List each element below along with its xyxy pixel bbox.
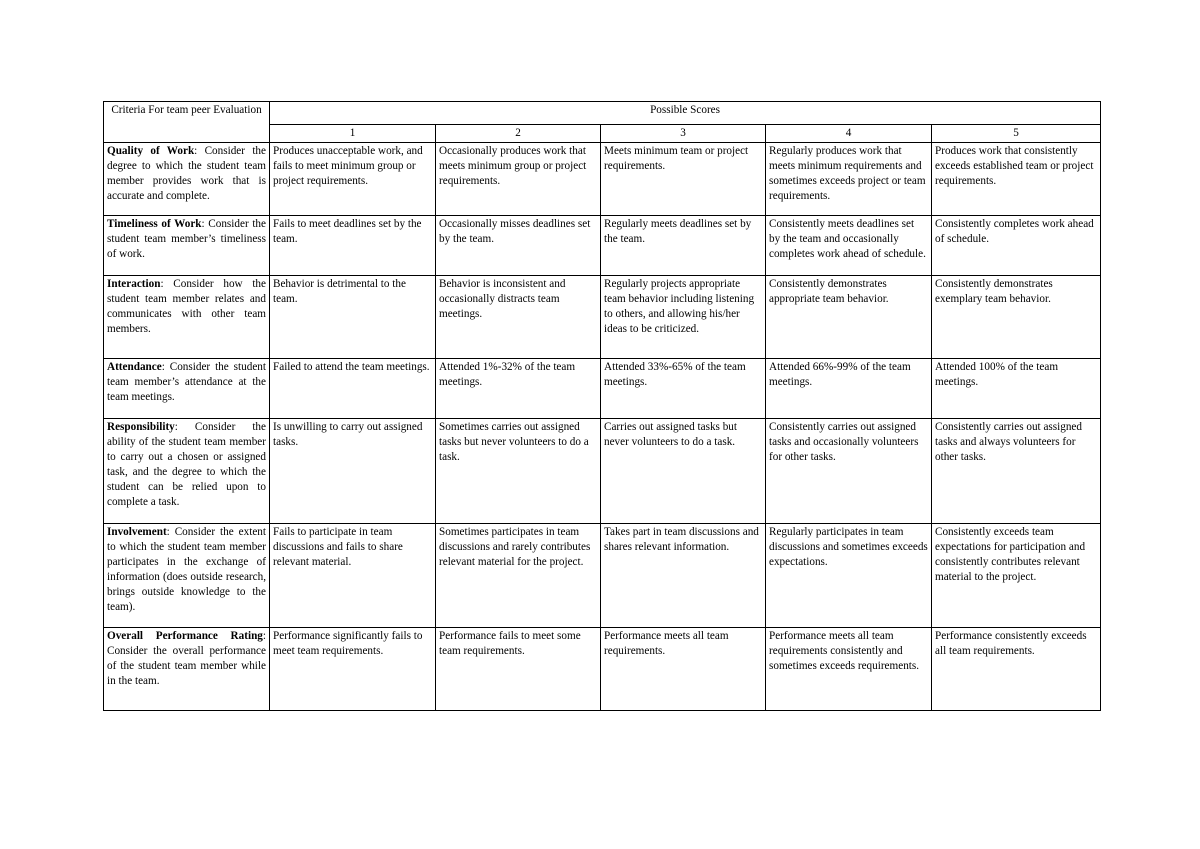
score-cell: Consistently carries out assigned tasks and always volunteers for other tasks. [932,419,1101,524]
criterion-description: : Consider the degree to which the student team member provides work that is accurate and complete. [107,145,266,202]
score-cell: Occasionally produces work that meets minimum group or project requirements. [436,143,601,216]
score-level-header: 3 [601,125,766,143]
score-cell: Attended 100% of the team meetings. [932,359,1101,419]
criterion-label: Quality of Work [107,145,195,157]
score-cell: Consistently meets deadlines set by the team and occasionally completes work ahead of schedule. [766,216,932,276]
criterion-label: Timeliness of Work [107,218,202,230]
criterion-label: Interaction [107,278,161,290]
criterion-row [104,359,1101,419]
score-cell: Consistently carries out assigned tasks and occasionally volunteers for other tasks. [766,419,932,524]
score-cell: Regularly participates in team discussions and sometimes exceeds expectations. [766,524,932,628]
score-cell: Fails to meet deadlines set by the team. [270,216,436,276]
score-cell: Performance meets all team requirements consistently and sometimes exceeds requirements. [766,628,932,711]
criterion-description: : Consider the student team member’s timeliness of work. [107,218,266,260]
criterion-row [104,216,1101,276]
score-cell: Performance significantly fails to meet team requirements. [270,628,436,711]
score-cell: Sometimes carries out assigned tasks but never volunteers to do a task. [436,419,601,524]
criteria-column-header: Criteria For team peer Evaluation [104,102,270,143]
criterion-cell [104,524,270,628]
criterion-cell [104,628,270,711]
header-row [104,102,1101,125]
score-level-header: 2 [436,125,601,143]
score-cell: Takes part in team discussions and shares relevant information. [601,524,766,628]
score-cell: Regularly projects appropriate team behavior including listening to others, and allowing his/her ideas to be criticized. [601,276,766,359]
criterion-row [104,276,1101,359]
criterion-cell [104,359,270,419]
score-cell: Consistently completes work ahead of schedule. [932,216,1101,276]
criterion-label: Involvement [107,526,167,538]
criterion-cell [104,276,270,359]
score-level-header: 5 [932,125,1101,143]
score-cell: Consistently demonstrates exemplary team behavior. [932,276,1101,359]
criterion-cell [104,216,270,276]
score-cell: Regularly meets deadlines set by the team. [601,216,766,276]
score-cell: Sometimes participates in team discussions and rarely contributes relevant material for the project. [436,524,601,628]
score-cell: Occasionally misses deadlines set by the team. [436,216,601,276]
score-cell: Performance fails to meet some team requirements. [436,628,601,711]
criterion-row [104,143,1101,216]
score-cell: Behavior is detrimental to the team. [270,276,436,359]
score-cell: Produces unacceptable work, and fails to meet minimum group or project requirements. [270,143,436,216]
score-cell: Regularly produces work that meets minimum requirements and sometimes exceeds project or team requirements. [766,143,932,216]
criterion-description: : Consider the student team member’s attendance at the team meetings. [107,361,266,403]
score-cell: Carries out assigned tasks but never volunteers to do a task. [601,419,766,524]
score-cell: Performance meets all team requirements. [601,628,766,711]
peer-evaluation-rubric-table [103,101,1101,711]
criterion-description: : Consider the overall performance of the student team member while in the team. [107,630,266,687]
criterion-label: Responsibility [107,421,175,433]
score-cell: Attended 1%-32% of the team meetings. [436,359,601,419]
score-cell: Failed to attend the team meetings. [270,359,436,419]
criterion-description: : Consider the ability of the student team member to carry out a chosen or assigned task, and the degree to which the student can be relied upon to complete a task. [107,421,266,508]
possible-scores-header: Possible Scores [270,102,1101,125]
score-cell: Fails to participate in team discussions and fails to share relevant material. [270,524,436,628]
score-level-header: 4 [766,125,932,143]
score-cell: Consistently demonstrates appropriate team behavior. [766,276,932,359]
criterion-description: : Consider how the student team member relates and communicates with other team members. [107,278,266,335]
score-cell: Consistently exceeds team expectations for participation and consistently contributes relevant material to the project. [932,524,1101,628]
score-level-header: 1 [270,125,436,143]
score-cell: Produces work that consistently exceeds established team or project requirements. [932,143,1101,216]
criterion-row [104,628,1101,711]
criterion-row [104,419,1101,524]
score-cell: Attended 66%-99% of the team meetings. [766,359,932,419]
score-cell: Performance consistently exceeds all team requirements. [932,628,1101,711]
score-cell: Behavior is inconsistent and occasionally distracts team meetings. [436,276,601,359]
criterion-cell [104,143,270,216]
criterion-row [104,524,1101,628]
score-cell: Is unwilling to carry out assigned tasks. [270,419,436,524]
criterion-label: Overall Performance Rating [107,630,263,642]
score-cell: Attended 33%-65% of the team meetings. [601,359,766,419]
criterion-description: : Consider the extent to which the student team member participates in the exchange of information (does outside research, brings outside knowledge to the team). [107,526,266,613]
criterion-cell [104,419,270,524]
criterion-label: Attendance [107,361,162,373]
score-cell: Meets minimum team or project requirements. [601,143,766,216]
